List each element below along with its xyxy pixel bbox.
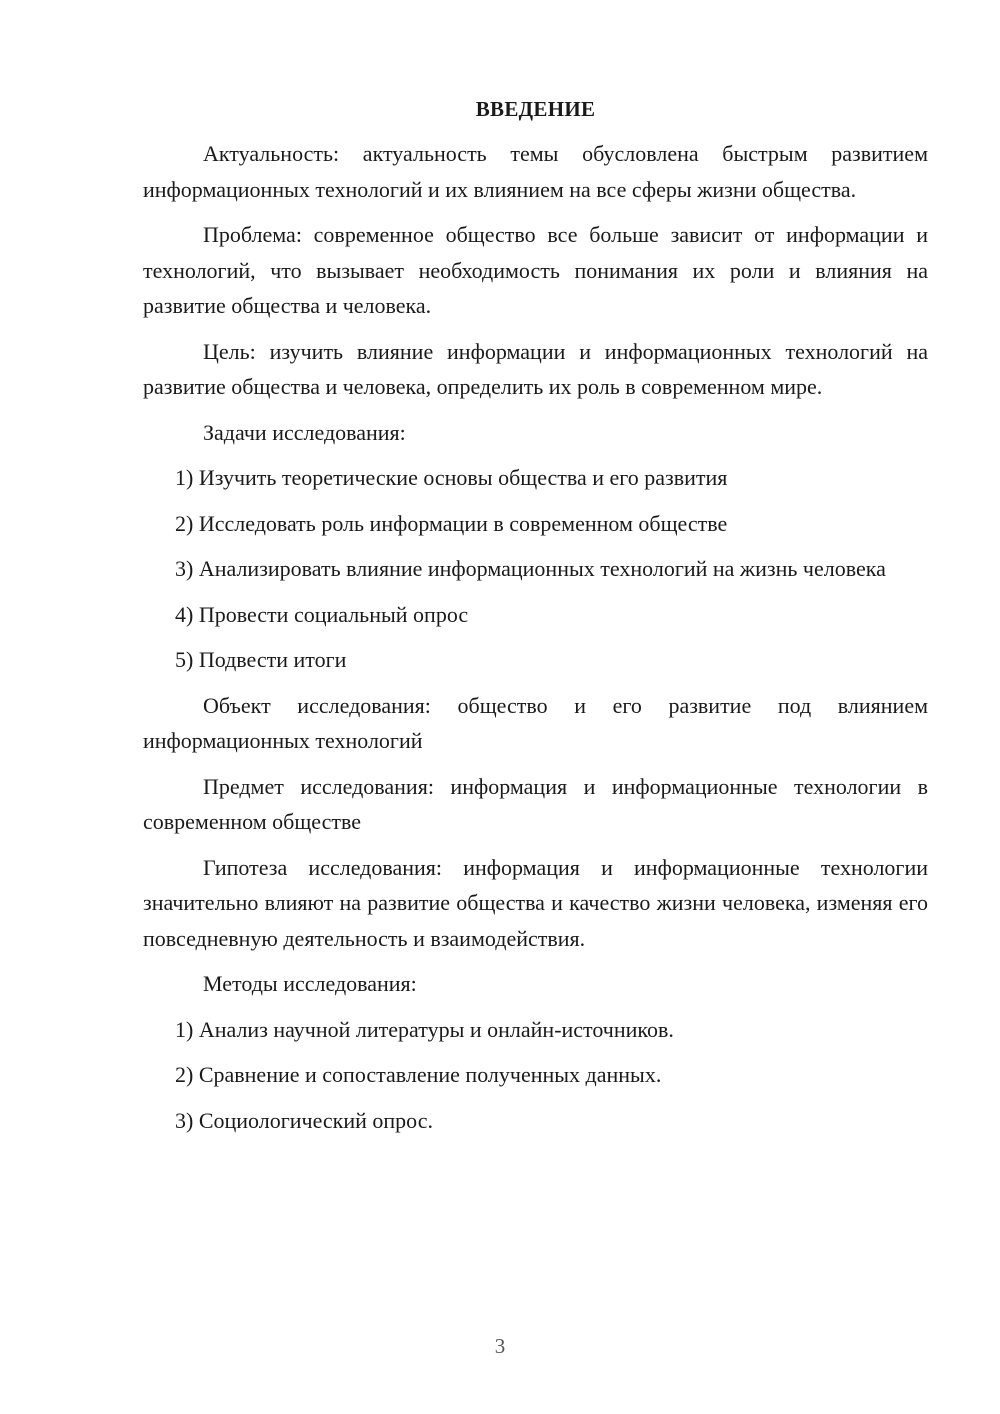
task-item: 1) Изучить теоретические основы общества и его развития: [175, 465, 728, 490]
task-item: 2) Исследовать роль информации в современном обществе: [175, 510, 728, 536]
method-item: 2) Сравнение и сопоставление полученных данных.: [175, 1062, 662, 1087]
method-item: 1) Анализ научной литературы и онлайн-источников.: [175, 1016, 674, 1042]
hypothesis-paragraph: Гипотеза исследования: информация и информационные технологии значительно влияют на развитие общества и качество жизни человека, изменяя его повседневную деятельность и взаимодействия.: [143, 854, 928, 951]
relevance-paragraph: Актуальность: актуальность темы обусловлена быстрым развитием информационных технологий и их влиянием на все сферы жизни общества.: [143, 141, 928, 202]
task-item: 3) Анализировать влияние информационных технологий на жизнь человека: [175, 556, 886, 581]
page-title: ВВЕДЕНИЕ: [475, 97, 596, 121]
problem-paragraph: Проблема: современное общество все больше зависит от информации и технологий, что вызывает необходимость понимания их роли и влияния на развитие общества и человека.: [143, 222, 928, 318]
method-item: 3) Социологический опрос.: [175, 1107, 433, 1133]
object-paragraph: Объект исследования: общество и его развитие под влиянием информационных технологий: [143, 692, 928, 753]
document-page: [143, 94, 928, 1148]
methods-heading: Методы исследования:: [203, 971, 417, 996]
task-item: 4) Провести социальный опрос: [175, 601, 469, 627]
subject-paragraph: Предмет исследования: информация и информационные технологии в современном обществе: [143, 773, 928, 834]
task-item: 5) Подвести итоги: [175, 647, 347, 672]
page-number: 3: [494, 1334, 506, 1358]
tasks-heading: Задачи исследования:: [203, 419, 406, 445]
goal-paragraph: Цель: изучить влияние информации и информационных технологий на развитие общества и человека, определить их роль в современном мире.: [143, 338, 928, 399]
